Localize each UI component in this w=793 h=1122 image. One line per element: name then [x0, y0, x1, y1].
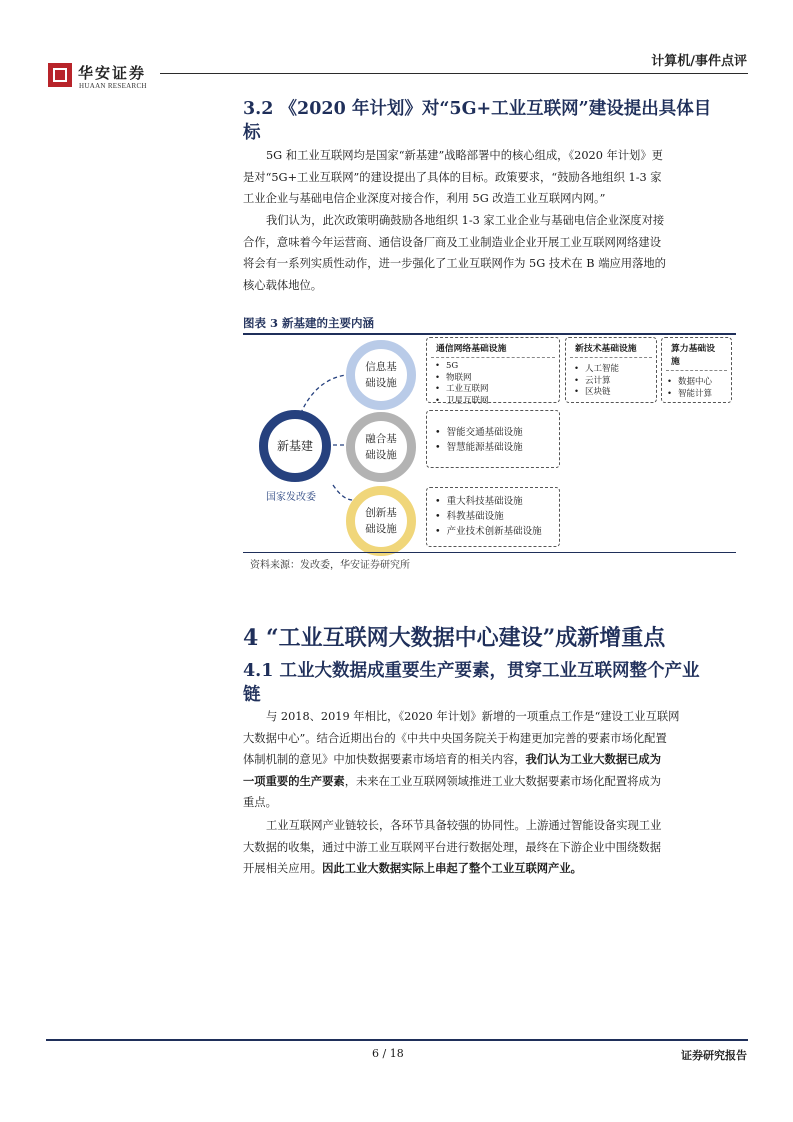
box-innovation-infrastructure: • 重大科技基础设施 • 科教基础设施 • 产业技术创新基础设施 — [426, 487, 560, 547]
box-computing-power: 算力基础设施 • 数据中心 • 智能计算 — [661, 337, 732, 403]
branch-innovation-circle: 创新基础设施 — [346, 486, 416, 556]
company-name-en: HUAAN RESEARCH — [79, 82, 147, 90]
key-conclusion-1b: 一项重要的生产要素 — [243, 773, 345, 788]
company-logo-icon — [48, 63, 72, 87]
footer-divider — [46, 1039, 748, 1041]
section-3-2-title: 3.2 《2020 年计划》对“5G+工业互联网”建设提出具体目 标 — [243, 99, 712, 143]
section-4-title: 4 “工业互联网大数据中心建设”成新增重点 — [243, 625, 666, 651]
box-new-technology: 新技术基础设施 • 人工智能 • 云计算 • 区块链 — [565, 337, 657, 403]
box-fusion-infrastructure: • 智能交通基础设施 • 智慧能源基础设施 — [426, 410, 560, 468]
figure-source: 资料来源：发改委，华安证券研究所 — [250, 560, 410, 571]
company-name-cn: 华安证券 — [78, 64, 147, 82]
agency-label: 国家发改委 — [266, 492, 316, 503]
center-circle: 新基建 — [259, 410, 331, 482]
footer-label: 证券研究报告 — [681, 1049, 747, 1062]
section-4-1-paragraph-1: 与 2018、2019 年相比，《2020 年计划》新增的一项重点工作是“建设工业互联网 大数据中心”。结合近期出台的《中共中央国务院关于构建更加完善的要素市场化配置 体制机制的意见》中加快数据要素市场培育的相关内容，我们认为工业大数据已成为 一项重要的生产要素，未来在工业互联网领域推进工业大数据要素市场化配置将成为 重点。 — [243, 710, 680, 809]
report-category: 计算机/事件点评 — [651, 54, 747, 69]
key-conclusion-2: 因此工业大数据实际上串起了整个工业互联网产业。 — [322, 861, 582, 875]
figure-bottom-rule — [243, 552, 736, 553]
connector-innovation — [333, 485, 353, 500]
section-4-1-paragraph-2: 工业互联网产业链较长，各环节具备较强的协同性。上游通过智能设备实现工业 大数据的收集，通过中游工业互联网平台进行数据处理，最终在下游企业中围绕数据 开展相关应用。因此工业大数据实际上串起了整个工业互联网产业。 — [243, 819, 662, 875]
page-number: 6 / 18 — [372, 1047, 404, 1060]
header-divider — [160, 73, 748, 74]
box-communication-network: 通信网络基础设施 • 5G • 物联网 • 工业互联网 • 卫星互联网 — [426, 337, 560, 403]
branch-info-circle: 信息基础设施 — [346, 340, 416, 410]
section-3-2-paragraph-1: 5G 和工业互联网均是国家“新基建”战略部署中的核心组成，《2020 年计划》更 是对“5G+工业互联网”的建设提出了具体的目标。政策要求，“鼓励各地组织 1-3 家 工业企业与基础电信企业深度对接合作，利用 5G 改造工业互联网内网。” — [243, 149, 663, 205]
key-conclusion-1a: 我们认为工业大数据已成为 — [525, 752, 662, 766]
section-3-2-paragraph-2: 我们认为，此次政策明确鼓励各地组织 1-3 家工业企业与基础电信企业深度对接 合作，意味着今年运营商、通信设备厂商及工业制造业企业开展工业互联网网络建设 将会有一系列实质性动作，进一步强化了工业互联网作为 5G 技术在 B 端应用落地的 核心载体地位。 — [243, 214, 666, 292]
branch-fusion-circle: 融合基础设施 — [346, 412, 416, 482]
figure-title: 图表 3 新基建的主要内涵 — [243, 316, 375, 330]
section-4-1-title: 4.1 工业大数据成重要生产要素，贯穿工业互联网整个产业 链 — [243, 661, 700, 705]
